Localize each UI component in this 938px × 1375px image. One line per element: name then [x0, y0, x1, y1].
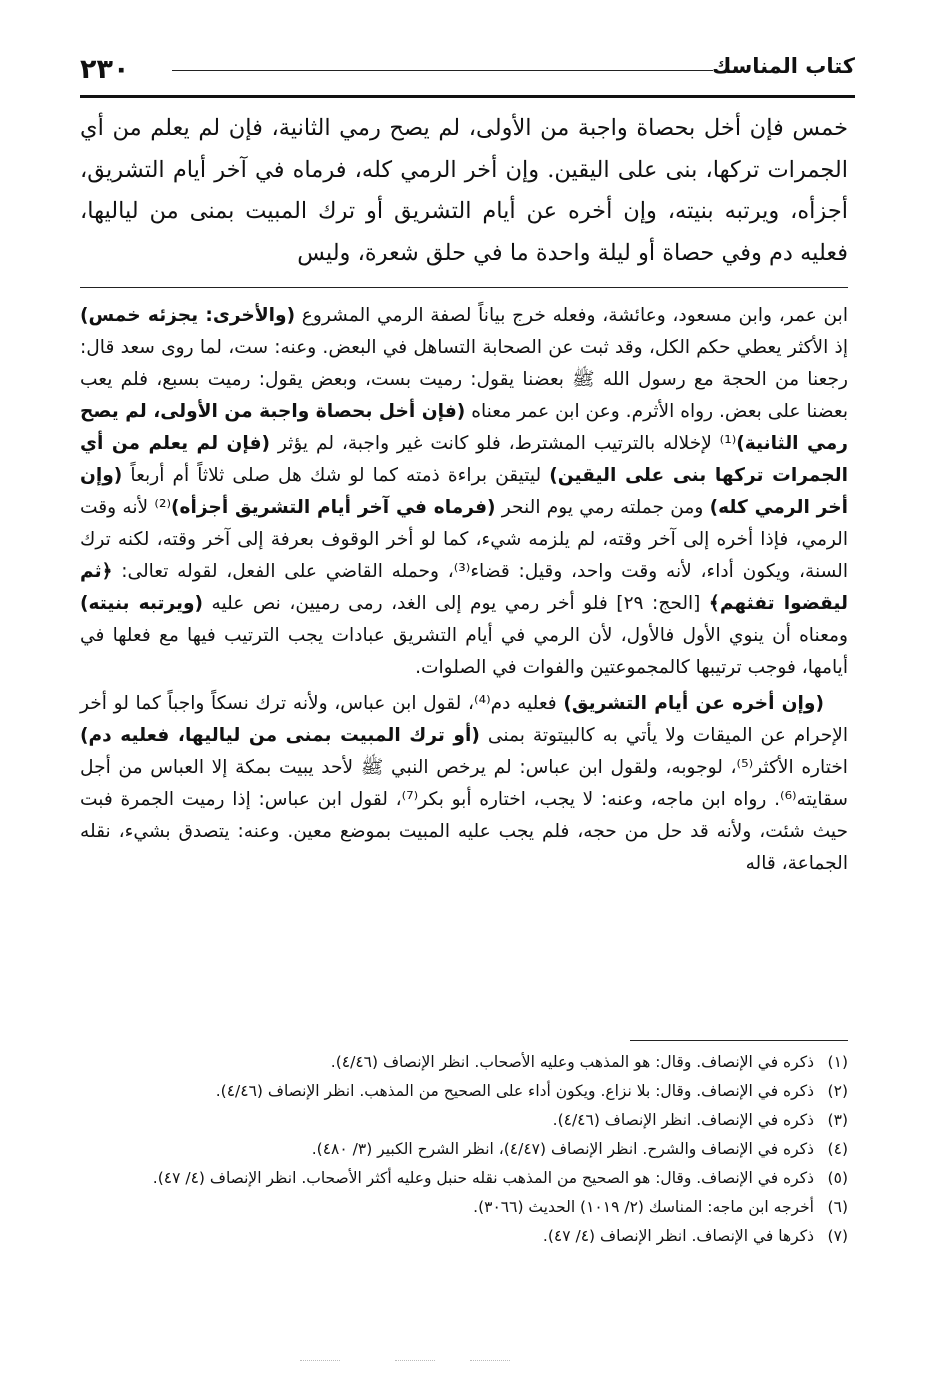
commentary-text: ومن جملته رمي يوم النحر	[495, 497, 710, 518]
quoted-matn-text: (فإن أخل بحصاة واجبة من الأولى، لم يصح رمي الثانية)	[80, 401, 848, 454]
commentary-text: اختاره الأكثر⁽⁵⁾، لوجوبه، ولقول ابن عباس: لم يرخص النبي ﷺ لأحد يبيت بمكة إلا العباس من أجل سقايته⁽⁶⁾. رواه ابن ماجه، وعنه: لا يجب، اختاره أبو بكر⁽⁷⁾، لقول ابن عباس: إذا رميت الجمرة فبت حيث شئت، ولأنه قد حل من حجه، فلم يجب عليه المبيت بموضع معين. وعنه: يتصدق بشيء، نقله الجماعة، قاله	[80, 757, 849, 874]
footnote-number: (٥)	[827, 1169, 848, 1187]
header-divider	[80, 95, 855, 98]
header-rule	[172, 70, 713, 71]
footnotes	[80, 1048, 848, 1251]
commentary-text: [الحج: ٢٩] فلو أخر رمي يوم إلى الغد، رمى رميين، نص عليه	[203, 593, 709, 614]
page-header	[80, 48, 855, 100]
footnote-text: ذكره في الإنصاف. انظر الإنصاف (٤/٤٦).	[552, 1111, 814, 1129]
text-divider	[80, 287, 848, 288]
footnote-number: (٤)	[827, 1140, 848, 1158]
commentary-text: ومعناه أن ينوي الأول فالأول، لأن الرمي في أيام التشريق عبادات يجب الترتيب فيها مع فعلها في أيامها، فوجب ترتيبها كالمجموعتين والفوات في الصلوات.	[80, 625, 848, 678]
commentary-text: ⁽¹⁾ لإخلاله بالترتيب المشترط، فلو كانت غير واجبة، لم يؤثر	[270, 433, 737, 454]
footnote-item	[80, 1077, 848, 1106]
quoted-matn-text: (أو ترك المبيت بمنى من لياليها، فعليه دم)	[80, 725, 480, 746]
footnote-divider	[630, 1040, 848, 1041]
quoted-matn-text: (وإن أخر الرمي كله)	[80, 465, 849, 518]
commentary-text: ابن عمر، وابن مسعود، وعائشة، وفعله خرج بياناً لصفة الرمي المشروع	[295, 305, 848, 326]
footnote-item	[80, 1193, 848, 1222]
commentary-paragraph	[80, 688, 848, 880]
footnote-text: ذكره في الإنصاف والشرح. انظر الإنصاف (٤/٤٧)، انظر الشرح الكبير (٣/ ٤٨٠).	[311, 1140, 814, 1158]
footnote-item	[80, 1164, 848, 1193]
footnote-number: (٣)	[827, 1111, 848, 1129]
main-text-paragraph: خمس فإن أخل بحصاة واجبة من الأولى، لم يصح رمي الثانية، فإن لم يعلم من أي الجمرات تركها، بنى على اليقين. وإن أخر الرمي كله، فرماه في آخر أيام التشريق، أجزأه، ويرتبه بنيته، وإن أخره عن أيام التشريق أو ترك المبيت بمنى من لياليها، فعليه دم وفي حصاة أو ليلة واحدة ما في حلق شعرة، وليس	[80, 115, 848, 266]
scan-mark	[470, 1360, 510, 1361]
footnote-text: أخرجه ابن ماجه: المناسك (٢/ ١٠١٩) الحديث (٣٠٦٦).	[473, 1198, 814, 1216]
footnote-number: (١)	[827, 1053, 848, 1071]
footnote-item	[80, 1106, 848, 1135]
footnote-text: ذكره في الإنصاف. وقال: بلا نزاع. ويكون أداء على الصحيح من المذهب. انظر الإنصاف (٤/٤٦).	[215, 1082, 814, 1100]
commentary-text: إذ الأكثر يعطي حكم الكل، وقد ثبت عن الصحابة التساهل في البعض. وعنه: ست، لما روى سعد قال: رجعنا من الحجة مع رسول الله ﷺ بعضنا يقول: رميت بست، وبعض يقول: رميت بسبع، فلم يعب بعضنا على بعض. رواه الأثرم. وعن ابن عمر معناه	[80, 337, 848, 422]
quoted-matn-text: (وإن أخره عن أيام التشريق)	[563, 693, 824, 714]
commentary-text: فعليه دم⁽⁴⁾، لقول ابن عباس، ولأنه ترك نسكاً واجباً كما لو أخر الإحرام عن الميقات ولا يأتي به كالبيتوتة بمنى	[80, 693, 848, 746]
footnote-item	[80, 1048, 848, 1077]
footnote-text: ذكره في الإنصاف. وقال: هو الصحيح من المذهب نقله حنبل وعليه أكثر الأصحاب. انظر الإنصاف (٤/ ٤٧).	[152, 1169, 814, 1187]
quoted-matn-text: (والأخرى: يجزئه خمس)	[80, 305, 296, 326]
footnote-number: (٧)	[827, 1227, 848, 1245]
commentary-text: ليتيقن براءة ذمته كما لو شك هل صلى ثلاثاً أم أربعاً	[122, 465, 550, 486]
quoted-matn-text: (فرماه في آخر أيام التشريق أجزأه)	[171, 497, 496, 518]
commentary	[80, 300, 848, 880]
commentary-text: ⁽²⁾ لأنه وقت الرمي، فإذا أخره إلى آخر وقته، لم يلزمه شيء، كما لو أخر الوقوف بعرفة إلى آخر وقته، لكنه ترك السنة، ويكون أداء، لأنه وقت واحد، وقيل: قضاء⁽³⁾، وحمله القاضي على الفعل، لقوله تعالى:	[80, 497, 848, 582]
footnote-number: (٦)	[827, 1198, 848, 1216]
scan-mark	[300, 1360, 340, 1361]
quoted-matn-text: (فإن لم يعلم من أي الجمرات تركها بنى على اليقين)	[80, 433, 848, 486]
quoted-matn-text: (ويرتبه بنيته)	[80, 593, 204, 614]
scan-mark	[395, 1360, 435, 1361]
page-number: ٢٣٠	[80, 54, 130, 85]
footnote-number: (٢)	[827, 1082, 848, 1100]
footnote-item	[80, 1222, 848, 1251]
footnote-item	[80, 1135, 848, 1164]
footnote-text: ذكرها في الإنصاف. انظر الإنصاف (٤/ ٤٧).	[542, 1227, 814, 1245]
book-title: كتاب المناسك	[712, 54, 855, 78]
main-text	[80, 108, 848, 274]
footnote-text: ذكره في الإنصاف. وقال: هو المذهب وعليه الأصحاب. انظر الإنصاف (٤/٤٦).	[330, 1053, 814, 1071]
commentary-paragraph	[80, 300, 848, 684]
quoted-matn-text: ﴿ثم ليقضوا تفثهم﴾	[80, 561, 848, 614]
